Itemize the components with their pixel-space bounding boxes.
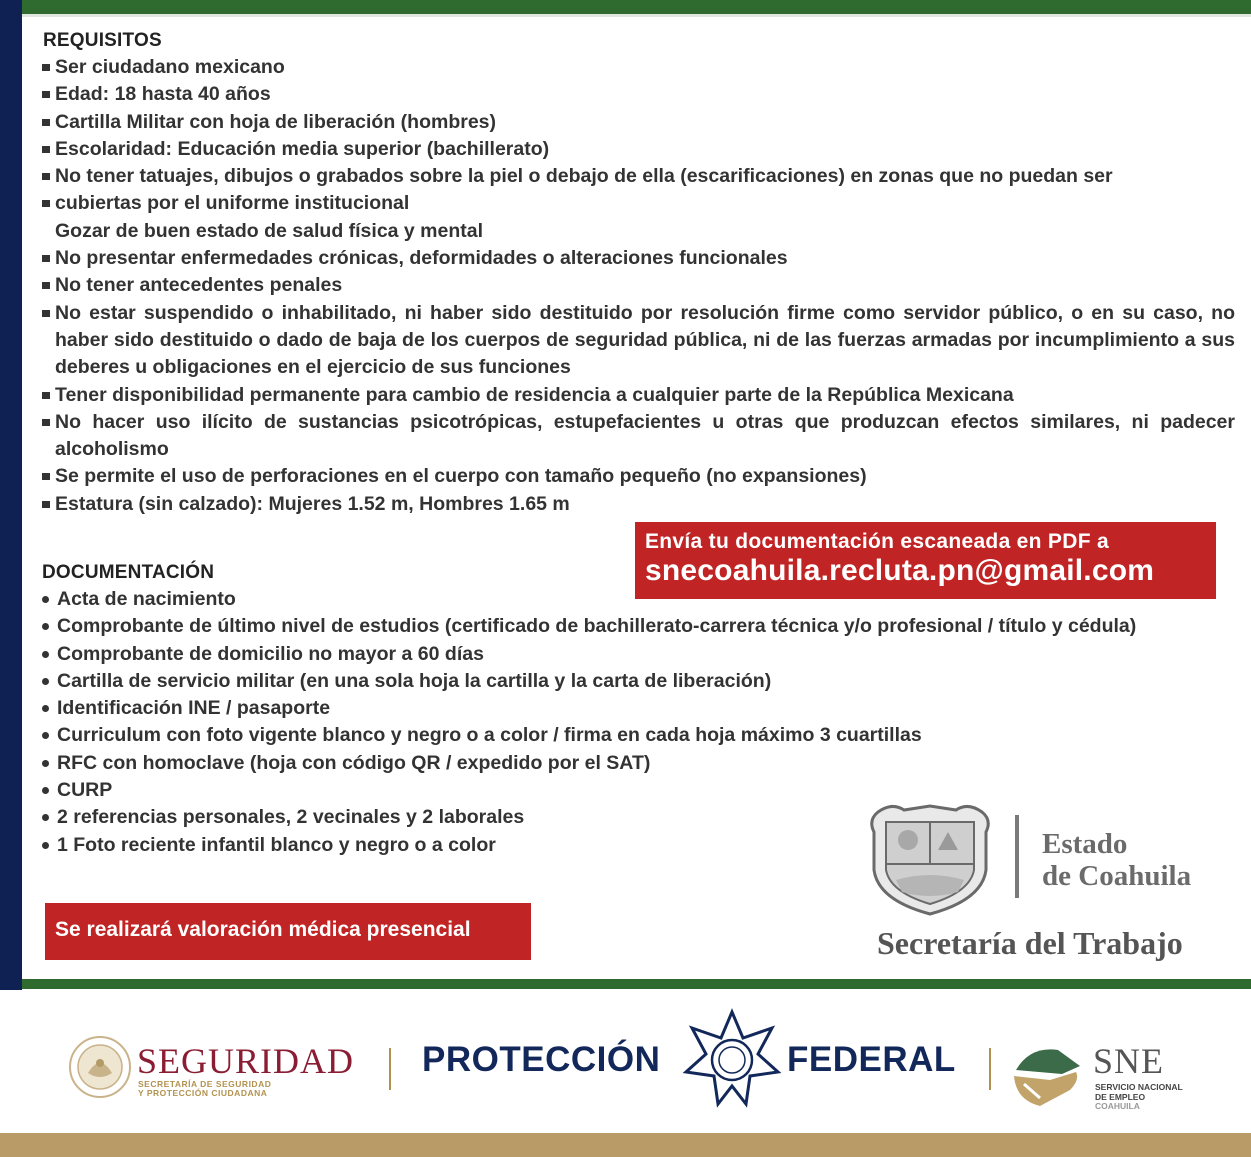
requisito-text: No hacer uso ilícito de sustancias psicotrópicas, estupefacientes u otras que produzcan efectos similares, ni padecer alcoholismo <box>55 410 1235 461</box>
square-bullet-icon <box>42 419 50 426</box>
proteccion-label: PROTECCIÓN <box>422 1040 661 1079</box>
seguridad-title: SEGURIDAD <box>137 1041 355 1081</box>
documento-item <box>40 586 1235 613</box>
requisitos-title: REQUISITOS <box>43 30 162 51</box>
top-green-bar <box>22 0 1251 14</box>
documento-text: Comprobante de último nivel de estudios (certificado de bachillerato-carrera técnica y/o profesional / título y cédula) <box>57 615 1137 638</box>
round-bullet-icon <box>42 760 49 767</box>
requisito-text: Estatura (sin calzado): Mujeres 1.52 m, Hombres 1.65 m <box>55 492 570 515</box>
federal-label: FEDERAL <box>787 1040 956 1079</box>
square-bullet-icon <box>42 64 50 71</box>
round-bullet-icon <box>42 814 49 821</box>
federal-police-star-icon <box>682 1008 782 1108</box>
round-bullet-icon <box>42 623 49 630</box>
requisito-text: cubiertas por el uniforme institucional <box>55 192 410 215</box>
sne-handshake-icon <box>1010 1040 1086 1110</box>
middle-green-bar <box>22 979 1251 989</box>
round-bullet-icon <box>42 651 49 658</box>
requisito-text: Edad: 18 hasta 40 años <box>55 83 271 106</box>
documento-text: CURP <box>57 779 113 802</box>
square-bullet-icon <box>42 501 50 508</box>
documento-text: Cartilla de servicio militar (en una sola hoja la cartilla y la carta de liberación) <box>57 669 772 692</box>
requisito-text: Ser ciudadano mexicano <box>55 56 285 78</box>
requisitos-list <box>40 54 1235 518</box>
requisito-item <box>40 245 1235 272</box>
documentacion-title: DOCUMENTACIÓN <box>42 562 215 583</box>
secretaria-trabajo-label: Secretaría del Trabajo <box>877 925 1183 961</box>
documento-text: Curriculum con foto vigente blanco y negro o a color / firma en cada hoja máximo 3 cuartillas <box>57 724 922 747</box>
estado-coahuila-label <box>1042 828 1191 892</box>
sne-title: SNE <box>1093 1041 1165 1081</box>
de-coahuila-line: de Coahuila <box>1042 860 1192 892</box>
mexico-seal-icon <box>68 1035 132 1099</box>
left-accent-bar <box>0 0 22 990</box>
requisito-item <box>40 491 1235 518</box>
requisito-text: Cartilla Militar con hoja de liberación (hombres) <box>55 110 496 133</box>
requisito-item <box>40 272 1235 299</box>
top-bar-shadow <box>22 14 1251 17</box>
square-bullet-icon <box>42 310 50 317</box>
round-bullet-icon <box>42 705 49 712</box>
seguridad-sub-line-1: SECRETARÍA DE SEGURIDAD <box>138 1079 272 1089</box>
square-bullet-icon <box>42 146 50 153</box>
documento-item <box>40 722 1235 749</box>
square-bullet-icon <box>42 173 50 180</box>
documento-item <box>40 613 1235 640</box>
round-bullet-icon <box>42 678 49 685</box>
round-bullet-icon <box>42 787 49 794</box>
seguridad-sub-line-2: Y PROTECCIÓN CIUDADANA <box>138 1088 268 1098</box>
documento-text: Comprobante de domicilio no mayor a 60 días <box>57 642 484 665</box>
round-bullet-icon <box>42 732 49 739</box>
square-bullet-icon <box>42 473 50 480</box>
requisito-item <box>40 163 1235 190</box>
square-bullet-icon <box>42 392 50 399</box>
requisito-item <box>40 382 1235 409</box>
coahuila-shield-icon <box>868 800 993 918</box>
documentacion-list <box>40 586 1235 859</box>
requisito-text: Tener disponibilidad permanente para cambio de residencia a cualquier parte de la República Mexicana <box>55 383 1014 406</box>
email-address[interactable]: snecoahuila.recluta.pn@gmail.com <box>645 554 1155 587</box>
footer-divider-2 <box>989 1048 991 1090</box>
requisito-item <box>40 190 1235 217</box>
requisito-text: No presentar enfermedades crónicas, deformidades o alteraciones funcionales <box>55 247 788 270</box>
coahuila-divider <box>1015 815 1019 898</box>
requisito-item <box>40 409 1235 464</box>
documento-text: 2 referencias personales, 2 vecinales y 2 laborales <box>57 806 525 829</box>
documento-text: RFC con homoclave (hoja con código QR / expedido por el SAT) <box>57 751 651 774</box>
requisito-text: Escolaridad: Educación media superior (bachillerato) <box>55 137 550 160</box>
requisito-item <box>40 81 1235 108</box>
round-bullet-icon <box>42 842 49 849</box>
estado-line: Estado <box>1042 828 1128 860</box>
medical-notice: Se realizará valoración médica presencial <box>45 903 531 960</box>
square-bullet-icon <box>42 119 50 126</box>
requisito-item <box>40 218 1235 245</box>
square-bullet-icon <box>42 282 50 289</box>
sne-sub-line-1: SERVICIO NACIONAL <box>1095 1082 1183 1092</box>
seguridad-subtitle <box>138 1080 271 1098</box>
documento-text: Acta de nacimiento <box>57 588 236 610</box>
requisito-item <box>40 136 1235 163</box>
requisito-item <box>40 54 1235 81</box>
requisito-text: No estar suspendido o inhabilitado, ni haber sido destituido por resolución firme como servidor público, o en su caso, no haber sido destituido o dado de baja de los cuerpos de seguridad pública, ni de las fuerzas armadas por incumplimiento a sus deberes u obligaciones en el ejercicio de sus funciones <box>55 301 1235 379</box>
requisito-text: No tener tatuajes, dibujos o grabados sobre la piel o debajo de ella (escarificaciones) en zonas que no puedan ser <box>55 165 1113 188</box>
square-bullet-icon <box>42 200 50 207</box>
requisito-text: Gozar de buen estado de salud física y mental <box>55 219 484 242</box>
documento-item <box>40 641 1235 668</box>
bottom-gold-band <box>0 1133 1251 1157</box>
round-bullet-icon <box>42 596 49 603</box>
sne-subtitle <box>1095 1083 1183 1112</box>
sne-sub-line-2: DE EMPLEO <box>1095 1091 1146 1102</box>
documento-text: 1 Foto reciente infantil blanco y negro o a color <box>57 833 496 856</box>
requisito-text: Se permite el uso de perforaciones en el cuerpo con tamaño pequeño (no expansiones) <box>55 465 867 488</box>
square-bullet-icon <box>42 91 50 98</box>
requisito-item <box>40 109 1235 136</box>
footer-divider-1 <box>389 1048 391 1090</box>
sne-sub-line-3: COAHUILA <box>1095 1101 1140 1111</box>
email-notice-text: Envía tu documentación escaneada en PDF a <box>645 530 1109 553</box>
square-bullet-icon <box>42 255 50 262</box>
documento-text: Identificación INE / pasaporte <box>57 697 331 720</box>
documento-item <box>40 695 1235 722</box>
requisito-text: No tener antecedentes penales <box>55 274 343 297</box>
documento-item <box>40 777 1235 804</box>
documento-item <box>40 750 1235 777</box>
requisito-item <box>40 300 1235 382</box>
requisito-item <box>40 463 1235 490</box>
documento-item <box>40 668 1235 695</box>
